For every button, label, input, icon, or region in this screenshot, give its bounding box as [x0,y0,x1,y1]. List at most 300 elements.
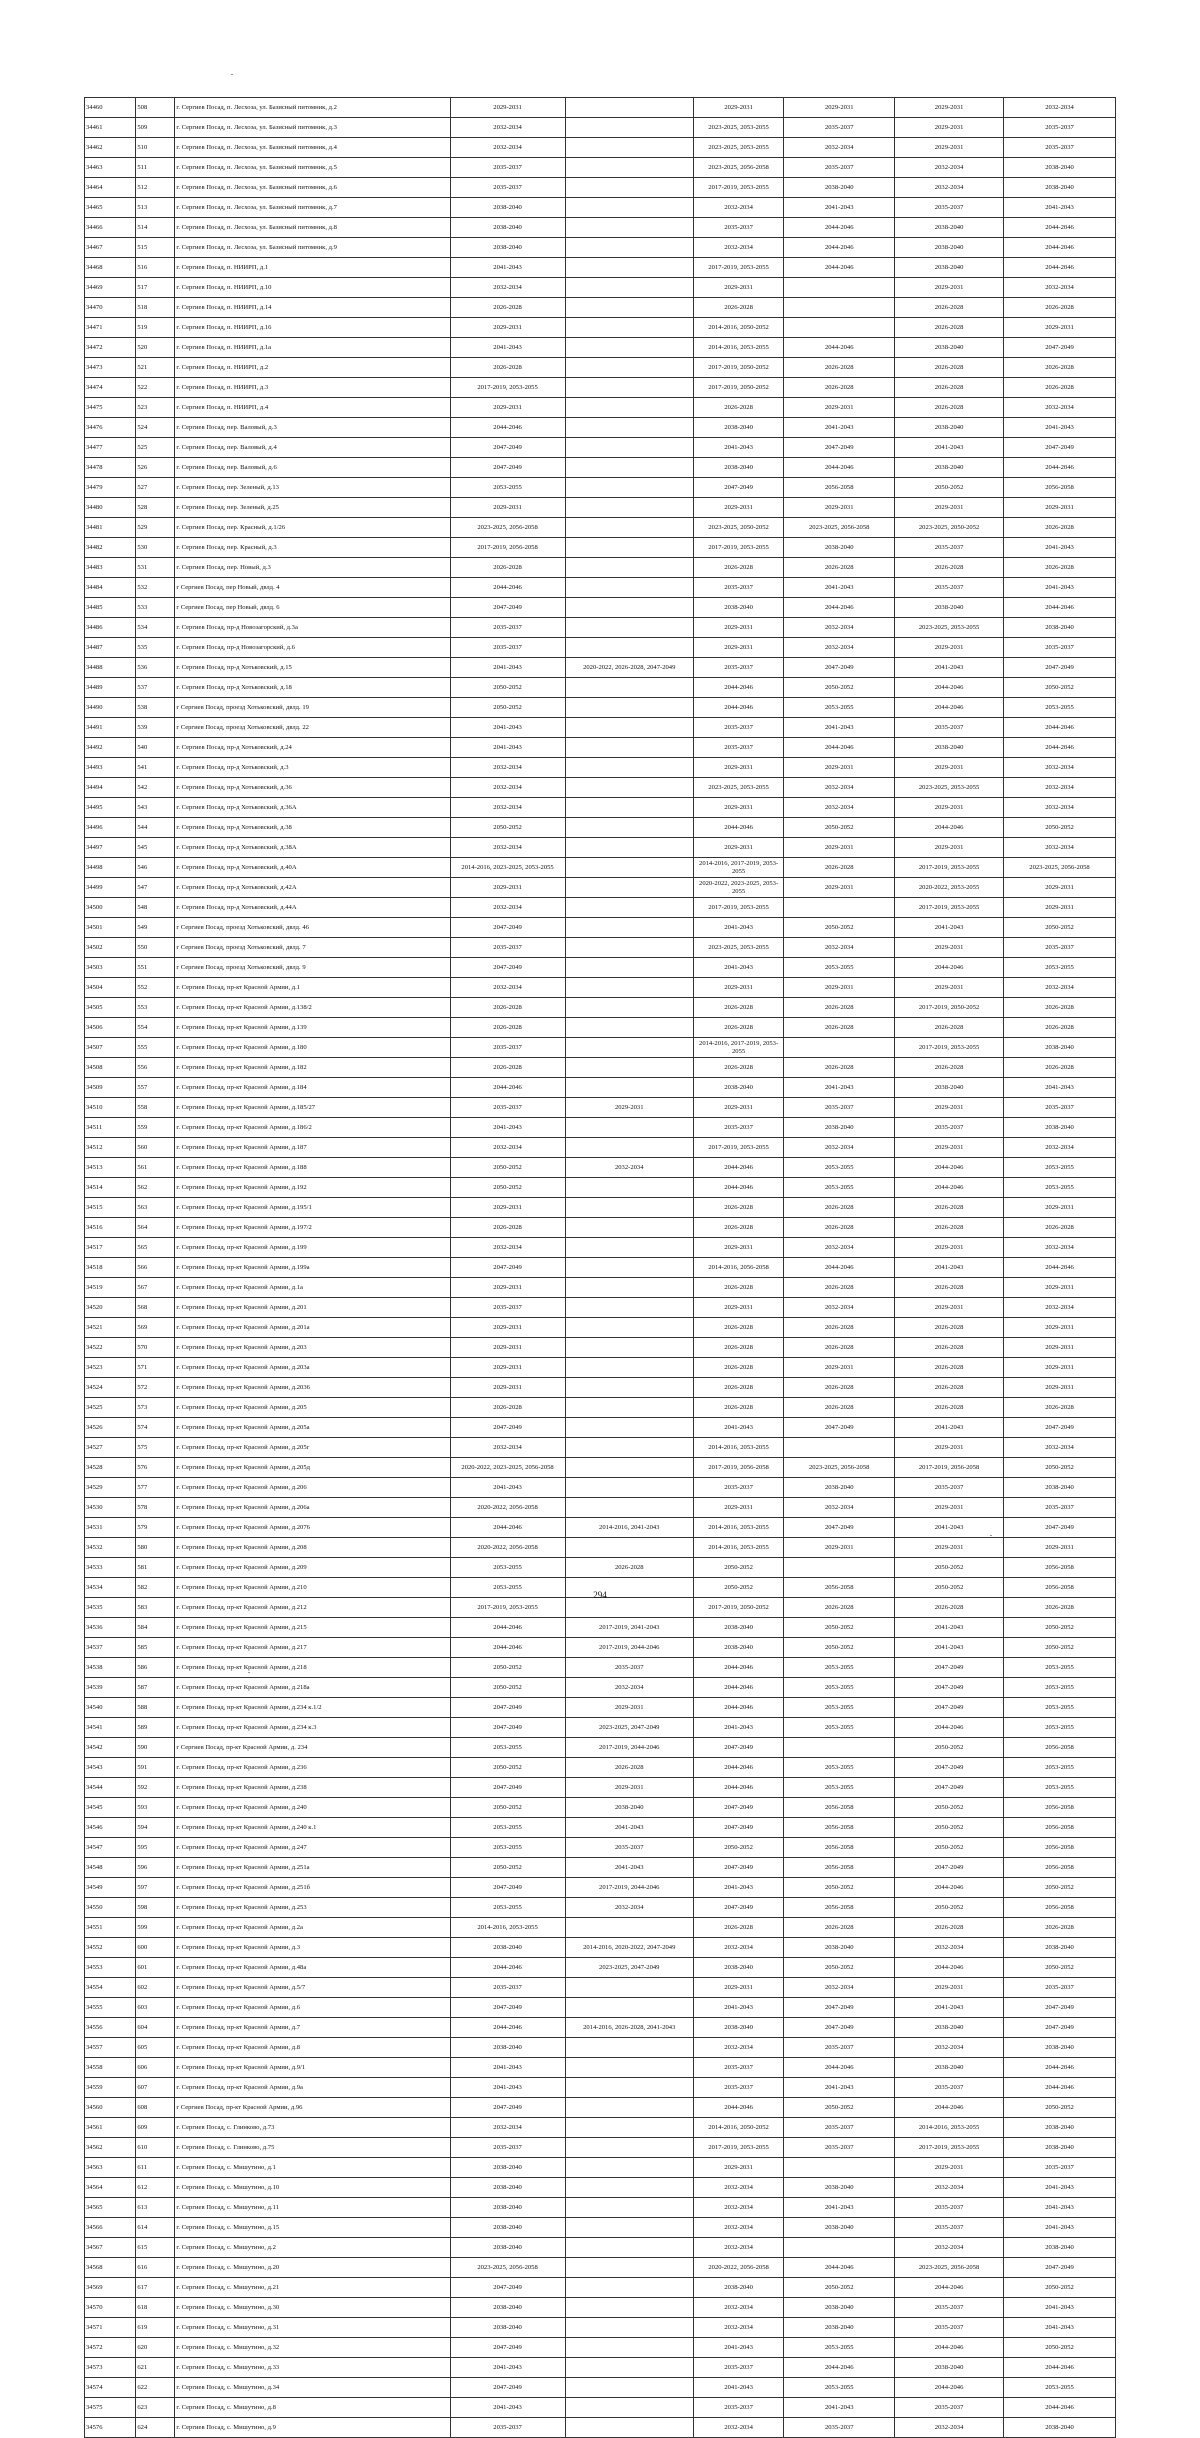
period-cell-5: 2026-2028 [895,1598,1004,1618]
table-row [85,1038,1116,1058]
address-cell: г. Сергиев Посад, пр-кт Красной Армии, д.240 [175,1798,450,1818]
period-cell-6: 2032-2034 [1004,98,1116,118]
row-number-cell: 529 [136,518,175,538]
period-cell-2: 2041-2043 [565,1858,693,1878]
period-cell-2 [565,2178,693,2198]
period-cell-2 [565,518,693,538]
period-cell-2 [565,2318,693,2338]
period-cell-1: 2026-2028 [450,1398,565,1418]
period-cell-3: 2035-2037 [693,578,783,598]
address-cell: г. Сергиев Посад, пр-кт Красной Армии, д.234 к.1/2 [175,1698,450,1718]
period-cell-6: 2053-2055 [1004,1778,1116,1798]
period-cell-1: 2029-2031 [450,1278,565,1298]
record-id-cell: 34491 [85,718,136,738]
period-cell-4: 2029-2031 [784,398,895,418]
period-cell-2 [565,1038,693,1058]
table-row [85,2398,1116,2418]
period-cell-5: 2038-2040 [895,1078,1004,1098]
table-row [85,498,1116,518]
address-cell: г. Сергиев Посад, с. Мишутино, д.11 [175,2198,450,2218]
period-cell-3: 2014-2016, 2053-2055 [693,338,783,358]
period-cell-1: 2038-2040 [450,238,565,258]
period-cell-3: 2041-2043 [693,1718,783,1738]
address-cell: г. Сергиев Посад, с. Мишутино, д.34 [175,2378,450,2398]
table-row [85,398,1116,418]
period-cell-2: 2020-2022, 2026-2028, 2047-2049 [565,658,693,678]
record-id-cell: 34487 [85,638,136,658]
record-id-cell: 34568 [85,2258,136,2278]
address-cell: г. Сергиев Посад, п. НИИРП, д.3 [175,378,450,398]
table-row [85,898,1116,918]
period-cell-2 [565,238,693,258]
period-cell-1: 2041-2043 [450,2398,565,2418]
period-cell-5: 2029-2031 [895,98,1004,118]
period-cell-2 [565,1118,693,1138]
period-cell-2: 2026-2028 [565,1758,693,1778]
period-cell-3: 2029-2031 [693,1978,783,1998]
row-number-cell: 558 [136,1098,175,1118]
address-cell: г. Сергиев Посад, пер. Зеленый, д.13 [175,478,450,498]
period-cell-2 [565,358,693,378]
period-cell-6: 2050-2052 [1004,1458,1116,1478]
period-cell-3: 2032-2034 [693,2198,783,2218]
address-cell: г. Сергиев Посад, с. Мишутино, д.1 [175,2158,450,2178]
period-cell-1: 2050-2052 [450,1658,565,1678]
row-number-cell: 580 [136,1538,175,1558]
record-id-cell: 34469 [85,278,136,298]
period-cell-2 [565,2158,693,2178]
record-id-cell: 34543 [85,1758,136,1778]
row-number-cell: 612 [136,2178,175,2198]
record-id-cell: 34559 [85,2078,136,2098]
record-id-cell: 34508 [85,1058,136,1078]
period-cell-2 [565,1458,693,1478]
period-cell-1: 2047-2049 [450,458,565,478]
row-number-cell: 569 [136,1318,175,1338]
row-number-cell: 579 [136,1518,175,1538]
period-cell-4: 2053-2055 [784,1718,895,1738]
row-number-cell: 568 [136,1298,175,1318]
period-cell-2: 2029-2031 [565,1698,693,1718]
period-cell-5: 2023-2025, 2056-2058 [895,2258,1004,2278]
address-cell: г. Сергиев Посад, пр-кт Красной Армии, д.180 [175,1038,450,1058]
record-id-cell: 34570 [85,2298,136,2318]
period-cell-5: 2026-2028 [895,318,1004,338]
period-cell-2 [565,2198,693,2218]
period-cell-2 [565,1978,693,1998]
period-cell-4: 2041-2043 [784,2078,895,2098]
period-cell-1: 2020-2022, 2056-2058 [450,1498,565,1518]
period-cell-2 [565,1438,693,1458]
row-number-cell: 528 [136,498,175,518]
period-cell-1: 2020-2022, 2023-2025, 2056-2058 [450,1458,565,1478]
period-cell-3: 2017-2019, 2056-2058 [693,1458,783,1478]
row-number-cell: 618 [136,2298,175,2318]
period-cell-5: 2026-2028 [895,398,1004,418]
period-cell-1: 2032-2034 [450,1138,565,1158]
record-id-cell: 34479 [85,478,136,498]
period-cell-5: 2026-2028 [895,378,1004,398]
period-cell-4: 2050-2052 [784,2098,895,2118]
period-cell-4: 2047-2049 [784,2018,895,2038]
period-cell-4 [784,278,895,298]
period-cell-6: 2038-2040 [1004,618,1116,638]
period-cell-3: 2026-2028 [693,558,783,578]
period-cell-6: 2026-2028 [1004,378,1116,398]
table-row [85,418,1116,438]
address-cell: г. Сергиев Посад, пр-кт Красной Армии, д.218а [175,1678,450,1698]
period-cell-2: 2014-2016, 2026-2028, 2041-2043 [565,2018,693,2038]
address-cell: г. Сергиев Посад, пр-кт Красной Армии, д.251б [175,1878,450,1898]
period-cell-6: 2029-2031 [1004,1358,1116,1378]
period-cell-2: 2023-2025, 2047-2049 [565,1718,693,1738]
table-row [85,578,1116,598]
period-cell-6: 2050-2052 [1004,2278,1116,2298]
period-cell-1: 2041-2043 [450,2058,565,2078]
scan-speck [231,74,233,75]
record-id-cell: 34523 [85,1358,136,1378]
period-cell-4 [784,298,895,318]
record-id-cell: 34500 [85,898,136,918]
row-number-cell: 604 [136,2018,175,2038]
period-cell-5: 2041-2043 [895,1638,1004,1658]
period-cell-4: 2029-2031 [784,758,895,778]
row-number-cell: 587 [136,1678,175,1698]
address-cell: г. Сергиев Посад, пр-д Хотьковский, д.18 [175,678,450,698]
table-row [85,2298,1116,2318]
period-cell-5: 2050-2052 [895,1578,1004,1598]
period-cell-2 [565,2238,693,2258]
period-cell-4: 2026-2028 [784,1218,895,1238]
row-number-cell: 540 [136,738,175,758]
period-cell-2 [565,2218,693,2238]
row-number-cell: 622 [136,2378,175,2398]
period-cell-6: 2041-2043 [1004,2298,1116,2318]
period-cell-1: 2047-2049 [450,1418,565,1438]
address-cell: г. Сергиев Посад, с. Мишутино, д.21 [175,2278,450,2298]
period-cell-3: 2014-2016, 2053-2055 [693,1438,783,1458]
address-cell: г. Сергиев Посад, пер. Красный, д.1/26 [175,518,450,538]
period-cell-4: 2029-2031 [784,878,895,898]
row-number-cell: 574 [136,1418,175,1438]
period-cell-2 [565,2098,693,2118]
period-cell-3: 2026-2028 [693,398,783,418]
period-cell-4: 2029-2031 [784,498,895,518]
period-cell-2 [565,1198,693,1218]
address-cell: г. Сергиев Посад, пр-д Хотьковский, д.36А [175,798,450,818]
address-cell: г. Сергиев Посад, с. Мишутино, д.8 [175,2398,450,2418]
period-cell-1: 2026-2028 [450,998,565,1018]
period-cell-4: 2050-2052 [784,818,895,838]
period-cell-2 [565,278,693,298]
record-id-cell: 34561 [85,2118,136,2138]
period-cell-3: 2044-2046 [693,2098,783,2118]
address-cell: г. Сергиев Посад, пр-кт Красной Армии, д.203а [175,1358,450,1378]
period-cell-1: 2041-2043 [450,2358,565,2378]
period-cell-6: 2029-2031 [1004,498,1116,518]
period-cell-3: 2014-2016, 2017-2019, 2053-2055 [693,1038,783,1058]
period-cell-3: 2044-2046 [693,1698,783,1718]
address-cell: г. Сергиев Посад, п. Лесхоза, ул. Базисный питомник, д.2 [175,98,450,118]
table-row [85,2178,1116,2198]
period-cell-2 [565,858,693,878]
period-cell-4: 2050-2052 [784,1618,895,1638]
period-cell-6: 2044-2046 [1004,1258,1116,1278]
period-cell-1: 2029-2031 [450,498,565,518]
record-id-cell: 34526 [85,1418,136,1438]
period-cell-5: 2029-2031 [895,1538,1004,1558]
table-row [85,2198,1116,2218]
period-cell-3: 2044-2046 [693,1658,783,1678]
record-id-cell: 34576 [85,2418,136,2438]
period-cell-6: 2035-2037 [1004,1098,1116,1118]
record-id-cell: 34470 [85,298,136,318]
table-row [85,1838,1116,1858]
period-cell-2 [565,718,693,738]
address-cell: г. Сергиев Посад, с. Мишутино, д.32 [175,2338,450,2358]
row-number-cell: 589 [136,1718,175,1738]
record-id-cell: 34575 [85,2398,136,2418]
row-number-cell: 544 [136,818,175,838]
period-cell-5: 2032-2034 [895,2178,1004,2198]
period-cell-1: 2029-2031 [450,878,565,898]
period-cell-5: 2023-2025, 2050-2052 [895,518,1004,538]
period-cell-1: 2035-2037 [450,618,565,638]
period-cell-5: 2041-2043 [895,658,1004,678]
period-cell-1: 2014-2016, 2053-2055 [450,1918,565,1938]
period-cell-6: 2032-2034 [1004,1298,1116,1318]
period-cell-6: 2050-2052 [1004,1878,1116,1898]
period-cell-5: 2038-2040 [895,258,1004,278]
period-cell-6: 2050-2052 [1004,2338,1116,2358]
row-number-cell: 553 [136,998,175,1018]
period-cell-1: 2038-2040 [450,2038,565,2058]
row-number-cell: 552 [136,978,175,998]
period-cell-3: 2026-2028 [693,1278,783,1298]
period-cell-2 [565,2298,693,2318]
table-row [85,678,1116,698]
row-number-cell: 609 [136,2118,175,2138]
period-cell-3: 2020-2022, 2023-2025, 2053-2055 [693,878,783,898]
period-cell-1: 2029-2031 [450,1198,565,1218]
record-id-cell: 34489 [85,678,136,698]
period-cell-6: 2056-2058 [1004,1558,1116,1578]
table-row [85,298,1116,318]
period-cell-2 [565,1918,693,1938]
record-id-cell: 34481 [85,518,136,538]
period-cell-6: 2035-2037 [1004,138,1116,158]
record-id-cell: 34477 [85,438,136,458]
record-id-cell: 34493 [85,758,136,778]
period-cell-2 [565,398,693,418]
period-cell-5: 2044-2046 [895,818,1004,838]
period-cell-3: 2044-2046 [693,1758,783,1778]
period-cell-2: 2017-2019, 2041-2043 [565,1618,693,1638]
period-cell-4: 2044-2046 [784,1258,895,1278]
period-cell-3: 2032-2034 [693,238,783,258]
record-id-cell: 34567 [85,2238,136,2258]
record-id-cell: 34529 [85,1478,136,1498]
period-cell-5: 2026-2028 [895,1318,1004,1338]
period-cell-5: 2026-2028 [895,558,1004,578]
row-number-cell: 560 [136,1138,175,1158]
period-cell-3: 2029-2031 [693,1098,783,1118]
period-cell-4: 2032-2034 [784,1138,895,1158]
period-cell-4: 2053-2055 [784,698,895,718]
period-cell-4: 2035-2037 [784,158,895,178]
period-cell-1: 2047-2049 [450,2338,565,2358]
period-cell-5: 2047-2049 [895,1698,1004,1718]
period-cell-6: 2053-2055 [1004,1718,1116,1738]
address-cell: г. Сергиев Посад, пр-кт Красной Армии, д.6 [175,1998,450,2018]
period-cell-3: 2047-2049 [693,1898,783,1918]
period-cell-6: 2032-2034 [1004,838,1116,858]
period-cell-1: 2050-2052 [450,1858,565,1878]
period-cell-2 [565,598,693,618]
period-cell-4: 2032-2034 [784,638,895,658]
row-number-cell: 613 [136,2198,175,2218]
period-cell-6: 2038-2040 [1004,1038,1116,1058]
period-cell-4: 2026-2028 [784,1018,895,1038]
period-cell-2 [565,138,693,158]
address-cell: г. Сергиев Посад, п. НИИРП, д.2 [175,358,450,378]
period-cell-2 [565,438,693,458]
period-cell-2 [565,2378,693,2398]
period-cell-3: 2038-2040 [693,1958,783,1978]
period-cell-3: 2044-2046 [693,1178,783,1198]
record-id-cell: 34463 [85,158,136,178]
table-row [85,1818,1116,1838]
period-cell-3: 2032-2034 [693,2298,783,2318]
period-cell-5: 2032-2034 [895,2418,1004,2438]
row-number-cell: 611 [136,2158,175,2178]
period-cell-4: 2029-2031 [784,978,895,998]
period-cell-2 [565,998,693,1018]
period-cell-6: 2038-2040 [1004,1478,1116,1498]
period-cell-5: 2050-2052 [895,1818,1004,1838]
period-cell-1: 2044-2046 [450,1638,565,1658]
period-cell-1: 2035-2037 [450,1298,565,1318]
period-cell-6: 2044-2046 [1004,218,1116,238]
record-id-cell: 34464 [85,178,136,198]
address-cell: г. Сергиев Посад, пр-кт Красной Армии, д.182 [175,1058,450,1078]
period-cell-1: 2047-2049 [450,958,565,978]
period-cell-6: 2041-2043 [1004,1078,1116,1098]
period-cell-4: 2053-2055 [784,2378,895,2398]
address-cell: г. Сергиев Посад, пр-кт Красной Армии, д.2036 [175,1378,450,1398]
record-id-cell: 34544 [85,1778,136,1798]
table-row [85,778,1116,798]
period-cell-4: 2038-2040 [784,538,895,558]
record-id-cell: 34510 [85,1098,136,1118]
period-cell-1: 2050-2052 [450,1798,565,1818]
row-number-cell: 621 [136,2358,175,2378]
address-cell: г. Сергиев Посад, п. НИИРП, д.16 [175,318,450,338]
period-cell-5: 2041-2043 [895,1418,1004,1438]
address-cell: г. Сергиев Посад, пр-кт Красной Армии, д.1а [175,1278,450,1298]
record-id-cell: 34539 [85,1678,136,1698]
period-cell-6: 2029-2031 [1004,898,1116,918]
period-cell-4: 2038-2040 [784,2298,895,2318]
row-number-cell: 559 [136,1118,175,1138]
period-cell-1: 2053-2055 [450,1578,565,1598]
record-id-cell: 34518 [85,1258,136,1278]
row-number-cell: 591 [136,1758,175,1778]
period-cell-6: 2029-2031 [1004,1338,1116,1358]
period-cell-6: 2032-2034 [1004,978,1116,998]
period-cell-6: 2035-2037 [1004,118,1116,138]
row-number-cell: 598 [136,1898,175,1918]
address-cell: г. Сергиев Посад, пр-д Хотьковский, д.38 [175,818,450,838]
address-cell: г. Сергиев Посад, п. Лесхоза, ул. Базисный питомник, д.7 [175,198,450,218]
period-cell-3: 2050-2052 [693,1558,783,1578]
table-row [85,1798,1116,1818]
row-number-cell: 565 [136,1238,175,1258]
period-cell-1: 2044-2046 [450,2018,565,2038]
period-cell-4: 2026-2028 [784,1058,895,1078]
scan-speck [990,1535,992,1536]
period-cell-3: 2029-2031 [693,638,783,658]
period-cell-5: 2044-2046 [895,698,1004,718]
row-number-cell: 602 [136,1978,175,1998]
period-cell-1: 2029-2031 [450,1358,565,1378]
table-row [85,1078,1116,1098]
period-cell-1: 2032-2034 [450,1438,565,1458]
record-id-cell: 34468 [85,258,136,278]
record-id-cell: 34552 [85,1938,136,1958]
period-cell-4: 2050-2052 [784,2278,895,2298]
table-row [85,598,1116,618]
period-cell-1: 2026-2028 [450,298,565,318]
period-cell-6: 2050-2052 [1004,678,1116,698]
period-cell-1: 2053-2055 [450,1738,565,1758]
period-cell-1: 2026-2028 [450,1218,565,1238]
period-cell-5: 2035-2037 [895,2398,1004,2418]
record-id-cell: 34550 [85,1898,136,1918]
period-cell-2: 2014-2016, 2020-2022, 2047-2049 [565,1938,693,1958]
period-cell-1: 2035-2037 [450,178,565,198]
row-number-cell: 597 [136,1878,175,1898]
table-row [85,2158,1116,2178]
period-cell-5: 2047-2049 [895,1758,1004,1778]
period-cell-5: 2050-2052 [895,1738,1004,1758]
record-id-cell: 34524 [85,1378,136,1398]
period-cell-6: 2056-2058 [1004,1838,1116,1858]
table-row [85,1398,1116,1418]
period-cell-4 [784,898,895,918]
record-id-cell: 34499 [85,878,136,898]
period-cell-6: 2026-2028 [1004,1918,1116,1938]
table-row [85,378,1116,398]
period-cell-6: 2044-2046 [1004,738,1116,758]
record-id-cell: 34514 [85,1178,136,1198]
period-cell-1: 2044-2046 [450,1618,565,1638]
period-cell-1: 2029-2031 [450,398,565,418]
row-number-cell: 517 [136,278,175,298]
address-cell: г. Сергиев Посад, пер. Красный, д.3 [175,538,450,558]
period-cell-3: 2041-2043 [693,438,783,458]
period-cell-2: 2029-2031 [565,1098,693,1118]
period-cell-2 [565,2358,693,2378]
period-cell-6: 2044-2046 [1004,2058,1116,2078]
period-cell-3: 2014-2016, 2053-2055 [693,1518,783,1538]
period-cell-6: 2026-2028 [1004,558,1116,578]
period-cell-1: 2032-2034 [450,758,565,778]
period-cell-2: 2017-2019, 2044-2046 [565,1878,693,1898]
address-cell: г. Сергиев Посад, пр-кт Красной Армии, д.8 [175,2038,450,2058]
table-row [85,2078,1116,2098]
period-cell-4: 2053-2055 [784,1678,895,1698]
